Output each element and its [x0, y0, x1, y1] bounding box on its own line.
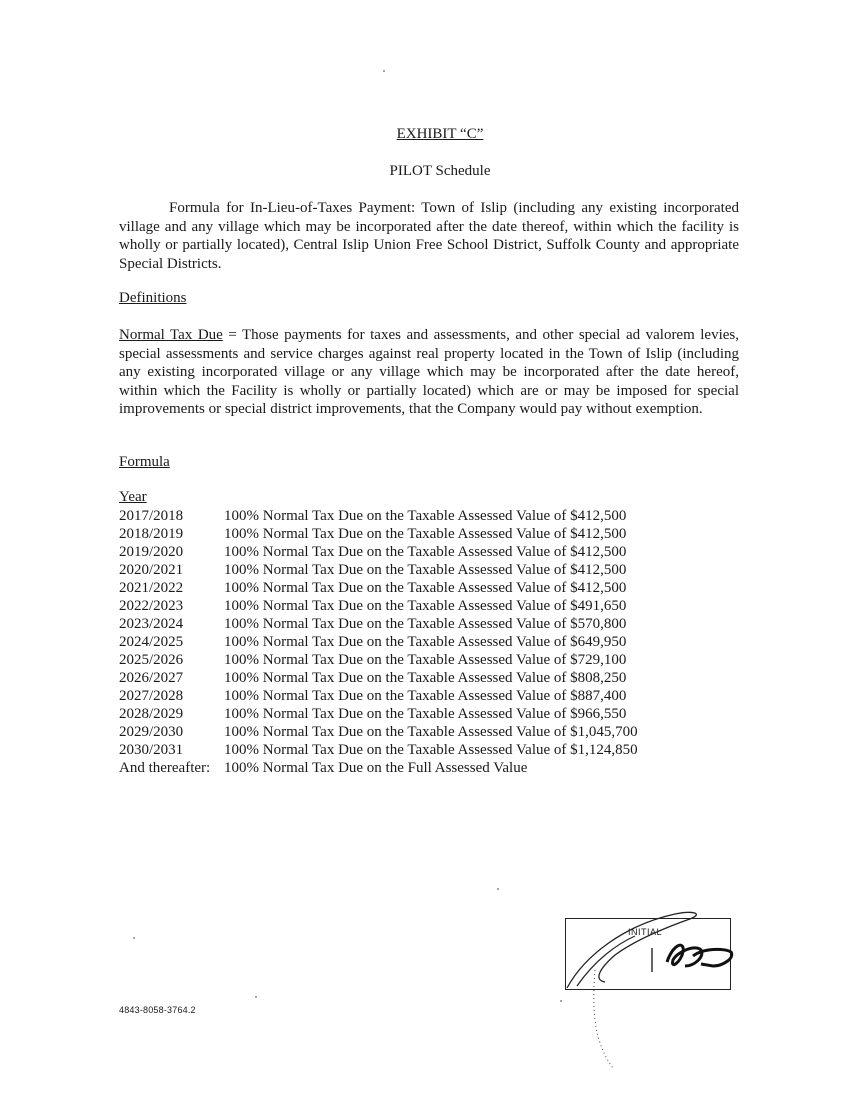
scan-speck: [133, 937, 135, 939]
schedule-row: [119, 561, 759, 579]
schedule-row: [119, 525, 759, 543]
definitions-heading: Definitions: [119, 290, 187, 306]
schedule-row: [119, 507, 759, 525]
definition-text: = Those payments for taxes and assessments, and other special ad valorem levies, special assessments and service charges against real property located in the Town of Islip (including any existing incorporated village or any village which may be incorporated after the date hereof, within which the Facility is wholly or partially located) which are or may be imposed for special improvements or special district improvements, that the Company would pay without exemption.: [119, 327, 739, 417]
schedule-row: [119, 651, 759, 669]
schedule-year: 2030/2031: [119, 742, 184, 758]
year-column-heading: Year: [119, 489, 147, 505]
schedule-description: 100% Normal Tax Due on the Taxable Assessed Value of $570,800: [224, 616, 627, 632]
initial-label: INITIAL: [628, 927, 663, 937]
schedule-year: 2029/2030: [119, 724, 184, 740]
schedule-description: 100% Normal Tax Due on the Taxable Assessed Value of $1,124,850: [224, 742, 638, 758]
handwritten-initials-signature: [555, 900, 755, 1075]
pilot-schedule-table: [119, 507, 759, 777]
schedule-description: 100% Normal Tax Due on the Taxable Assessed Value of $729,100: [224, 652, 627, 668]
schedule-title: PILOT Schedule: [389, 163, 491, 179]
schedule-year: 2026/2027: [119, 670, 184, 686]
schedule-year: 2017/2018: [119, 508, 184, 524]
schedule-description: 100% Normal Tax Due on the Taxable Assessed Value of $491,650: [224, 598, 627, 614]
schedule-row: [119, 579, 759, 597]
schedule-year: 2027/2028: [119, 688, 184, 704]
schedule-year: 2022/2023: [119, 598, 184, 614]
schedule-description: 100% Normal Tax Due on the Taxable Assessed Value of $808,250: [224, 670, 627, 686]
intro-paragraph: Formula for In-Lieu-of-Taxes Payment: Town of Islip (including any existing incorporated village and any village which may be incorporated after the date thereof, within which the facility is wholly or partially located), Central Islip Union Free School District, Suffolk County and appropriate Special Districts.: [119, 200, 739, 272]
schedule-year: 2025/2026: [119, 652, 184, 668]
formula-heading: Formula: [119, 454, 170, 470]
schedule-description: 100% Normal Tax Due on the Taxable Assessed Value of $412,500: [224, 526, 627, 542]
schedule-year: 2028/2029: [119, 706, 184, 722]
schedule-year: 2024/2025: [119, 634, 184, 650]
schedule-description: 100% Normal Tax Due on the Taxable Assessed Value of $887,400: [224, 688, 627, 704]
schedule-row: [119, 633, 759, 651]
schedule-row: [119, 597, 759, 615]
schedule-row: [119, 741, 759, 759]
schedule-year: 2023/2024: [119, 616, 184, 632]
schedule-description: 100% Normal Tax Due on the Full Assessed Value: [224, 760, 528, 776]
schedule-row: [119, 543, 759, 561]
schedule-row: [119, 759, 759, 777]
schedule-description: 100% Normal Tax Due on the Taxable Assessed Value of $1,045,700: [224, 724, 638, 740]
schedule-row: [119, 705, 759, 723]
scan-speck: [255, 996, 257, 998]
scan-speck: [383, 70, 385, 72]
schedule-description: 100% Normal Tax Due on the Taxable Assessed Value of $412,500: [224, 580, 627, 596]
schedule-row: [119, 669, 759, 687]
schedule-year: And thereafter:: [119, 760, 211, 776]
schedule-year: 2019/2020: [119, 544, 184, 560]
schedule-row: [119, 687, 759, 705]
definition-term: Normal Tax Due: [119, 327, 223, 343]
schedule-row: [119, 615, 759, 633]
exhibit-title: EXHIBIT “C”: [396, 126, 484, 142]
scan-speck: [497, 888, 499, 890]
schedule-description: 100% Normal Tax Due on the Taxable Assessed Value of $412,500: [224, 508, 627, 524]
schedule-year: 2018/2019: [119, 526, 184, 542]
schedule-description: 100% Normal Tax Due on the Taxable Assessed Value of $966,550: [224, 706, 627, 722]
schedule-description: 100% Normal Tax Due on the Taxable Assessed Value of $412,500: [224, 544, 627, 560]
document-id: 4843-8058-3764.2: [119, 1005, 196, 1015]
definition-paragraph: [119, 326, 739, 419]
schedule-description: 100% Normal Tax Due on the Taxable Assessed Value of $412,500: [224, 562, 627, 578]
schedule-year: 2020/2021: [119, 562, 184, 578]
schedule-year: 2021/2022: [119, 580, 184, 596]
schedule-description: 100% Normal Tax Due on the Taxable Assessed Value of $649,950: [224, 634, 627, 650]
schedule-row: [119, 723, 759, 741]
scan-speck: [560, 1000, 562, 1002]
